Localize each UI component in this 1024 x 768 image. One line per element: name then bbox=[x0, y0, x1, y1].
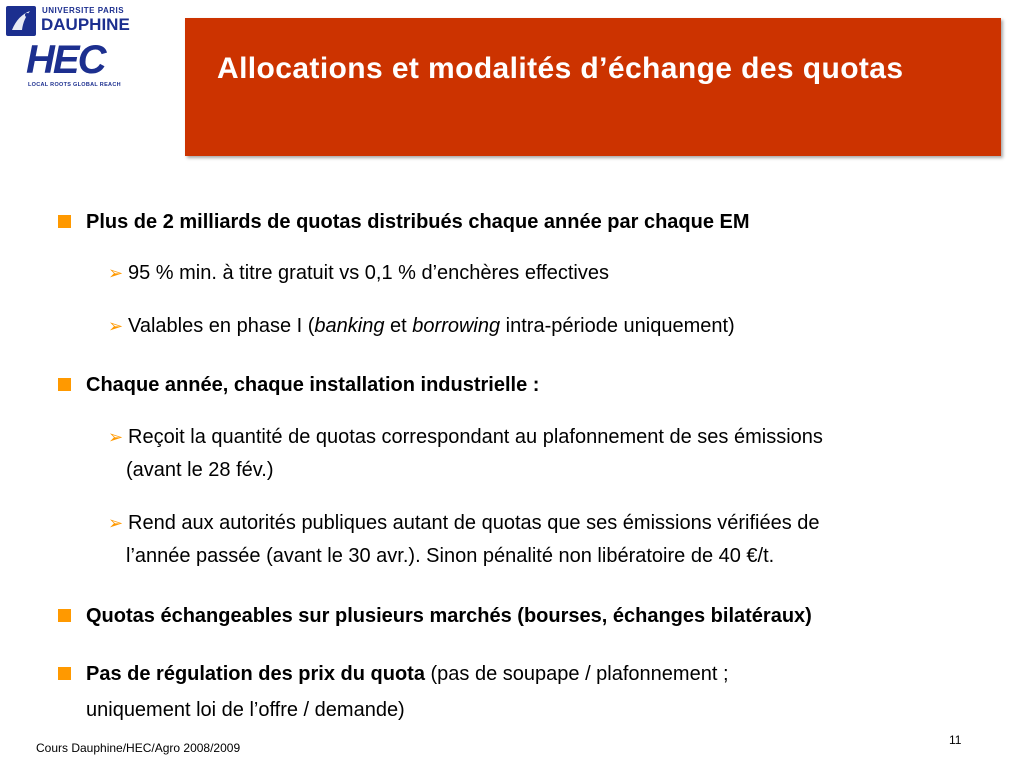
square-bullet-icon bbox=[58, 609, 71, 622]
bullet-2-sub-1-line-2: (avant le 28 fév.) bbox=[126, 459, 274, 481]
arrow-bullet-icon: ➢ bbox=[108, 513, 124, 533]
slide-title: Allocations et modalités d’échange des quotas bbox=[217, 52, 904, 85]
bullet-4-line-1 bbox=[86, 659, 729, 689]
bullet-1-text: Plus de 2 milliards de quotas distribués chaque année par chaque EM bbox=[86, 211, 750, 233]
footer-course: Cours Dauphine/HEC/Agro 2008/2009 bbox=[36, 741, 241, 755]
dauphine-university-label: UNIVERSITE PARIS bbox=[42, 6, 125, 15]
page-number: 11 bbox=[949, 733, 962, 747]
text-run: et bbox=[384, 315, 413, 337]
bullet-4-rest-run: (pas de soupape / plafonnement ; bbox=[424, 663, 729, 685]
bullet-3-text: Quotas échangeables sur plusieurs marchés (bourses, échanges bilatéraux) bbox=[86, 605, 812, 627]
bullet-4-bold-run: Pas de régulation des prix du quota bbox=[86, 663, 425, 685]
italic-term-borrowing: borrowing bbox=[412, 315, 501, 337]
bullet-2-sub-2-line-2: l’année passée (avant le 30 avr.). Sinon pénalité non libératoire de 40 €/t. bbox=[126, 545, 775, 567]
arrow-bullet-icon: ➢ bbox=[108, 316, 124, 336]
text-run: Valables en phase I ( bbox=[128, 315, 315, 337]
square-bullet-icon bbox=[58, 667, 71, 680]
bullet-2-sub-1-line-1: Reçoit la quantité de quotas correspondant au plafonnement de ses émissions bbox=[128, 426, 823, 448]
dauphine-name: DAUPHINE bbox=[41, 15, 130, 34]
hec-wordmark: HEC bbox=[26, 38, 105, 82]
italic-term-banking: banking bbox=[314, 315, 385, 337]
square-bullet-icon bbox=[58, 378, 71, 391]
bullet-1-sub-2-text bbox=[128, 311, 735, 342]
text-run: intra-période uniquement) bbox=[500, 315, 735, 337]
bullet-1-sub-1-text: 95 % min. à titre gratuit vs 0,1 % d’enchères effectives bbox=[128, 262, 609, 284]
bullet-4-line-2: uniquement loi de l’offre / demande) bbox=[86, 699, 405, 721]
bullet-2-text: Chaque année, chaque installation industrielle : bbox=[86, 374, 540, 396]
bullet-2-sub-2-line-1: Rend aux autorités publiques autant de quotas que ses émissions vérifiées de bbox=[128, 512, 820, 534]
square-bullet-icon bbox=[58, 215, 71, 228]
arrow-bullet-icon: ➢ bbox=[108, 427, 124, 447]
arrow-bullet-icon: ➢ bbox=[108, 263, 124, 283]
hec-tagline: LOCAL ROOTS GLOBAL REACH bbox=[28, 82, 121, 88]
